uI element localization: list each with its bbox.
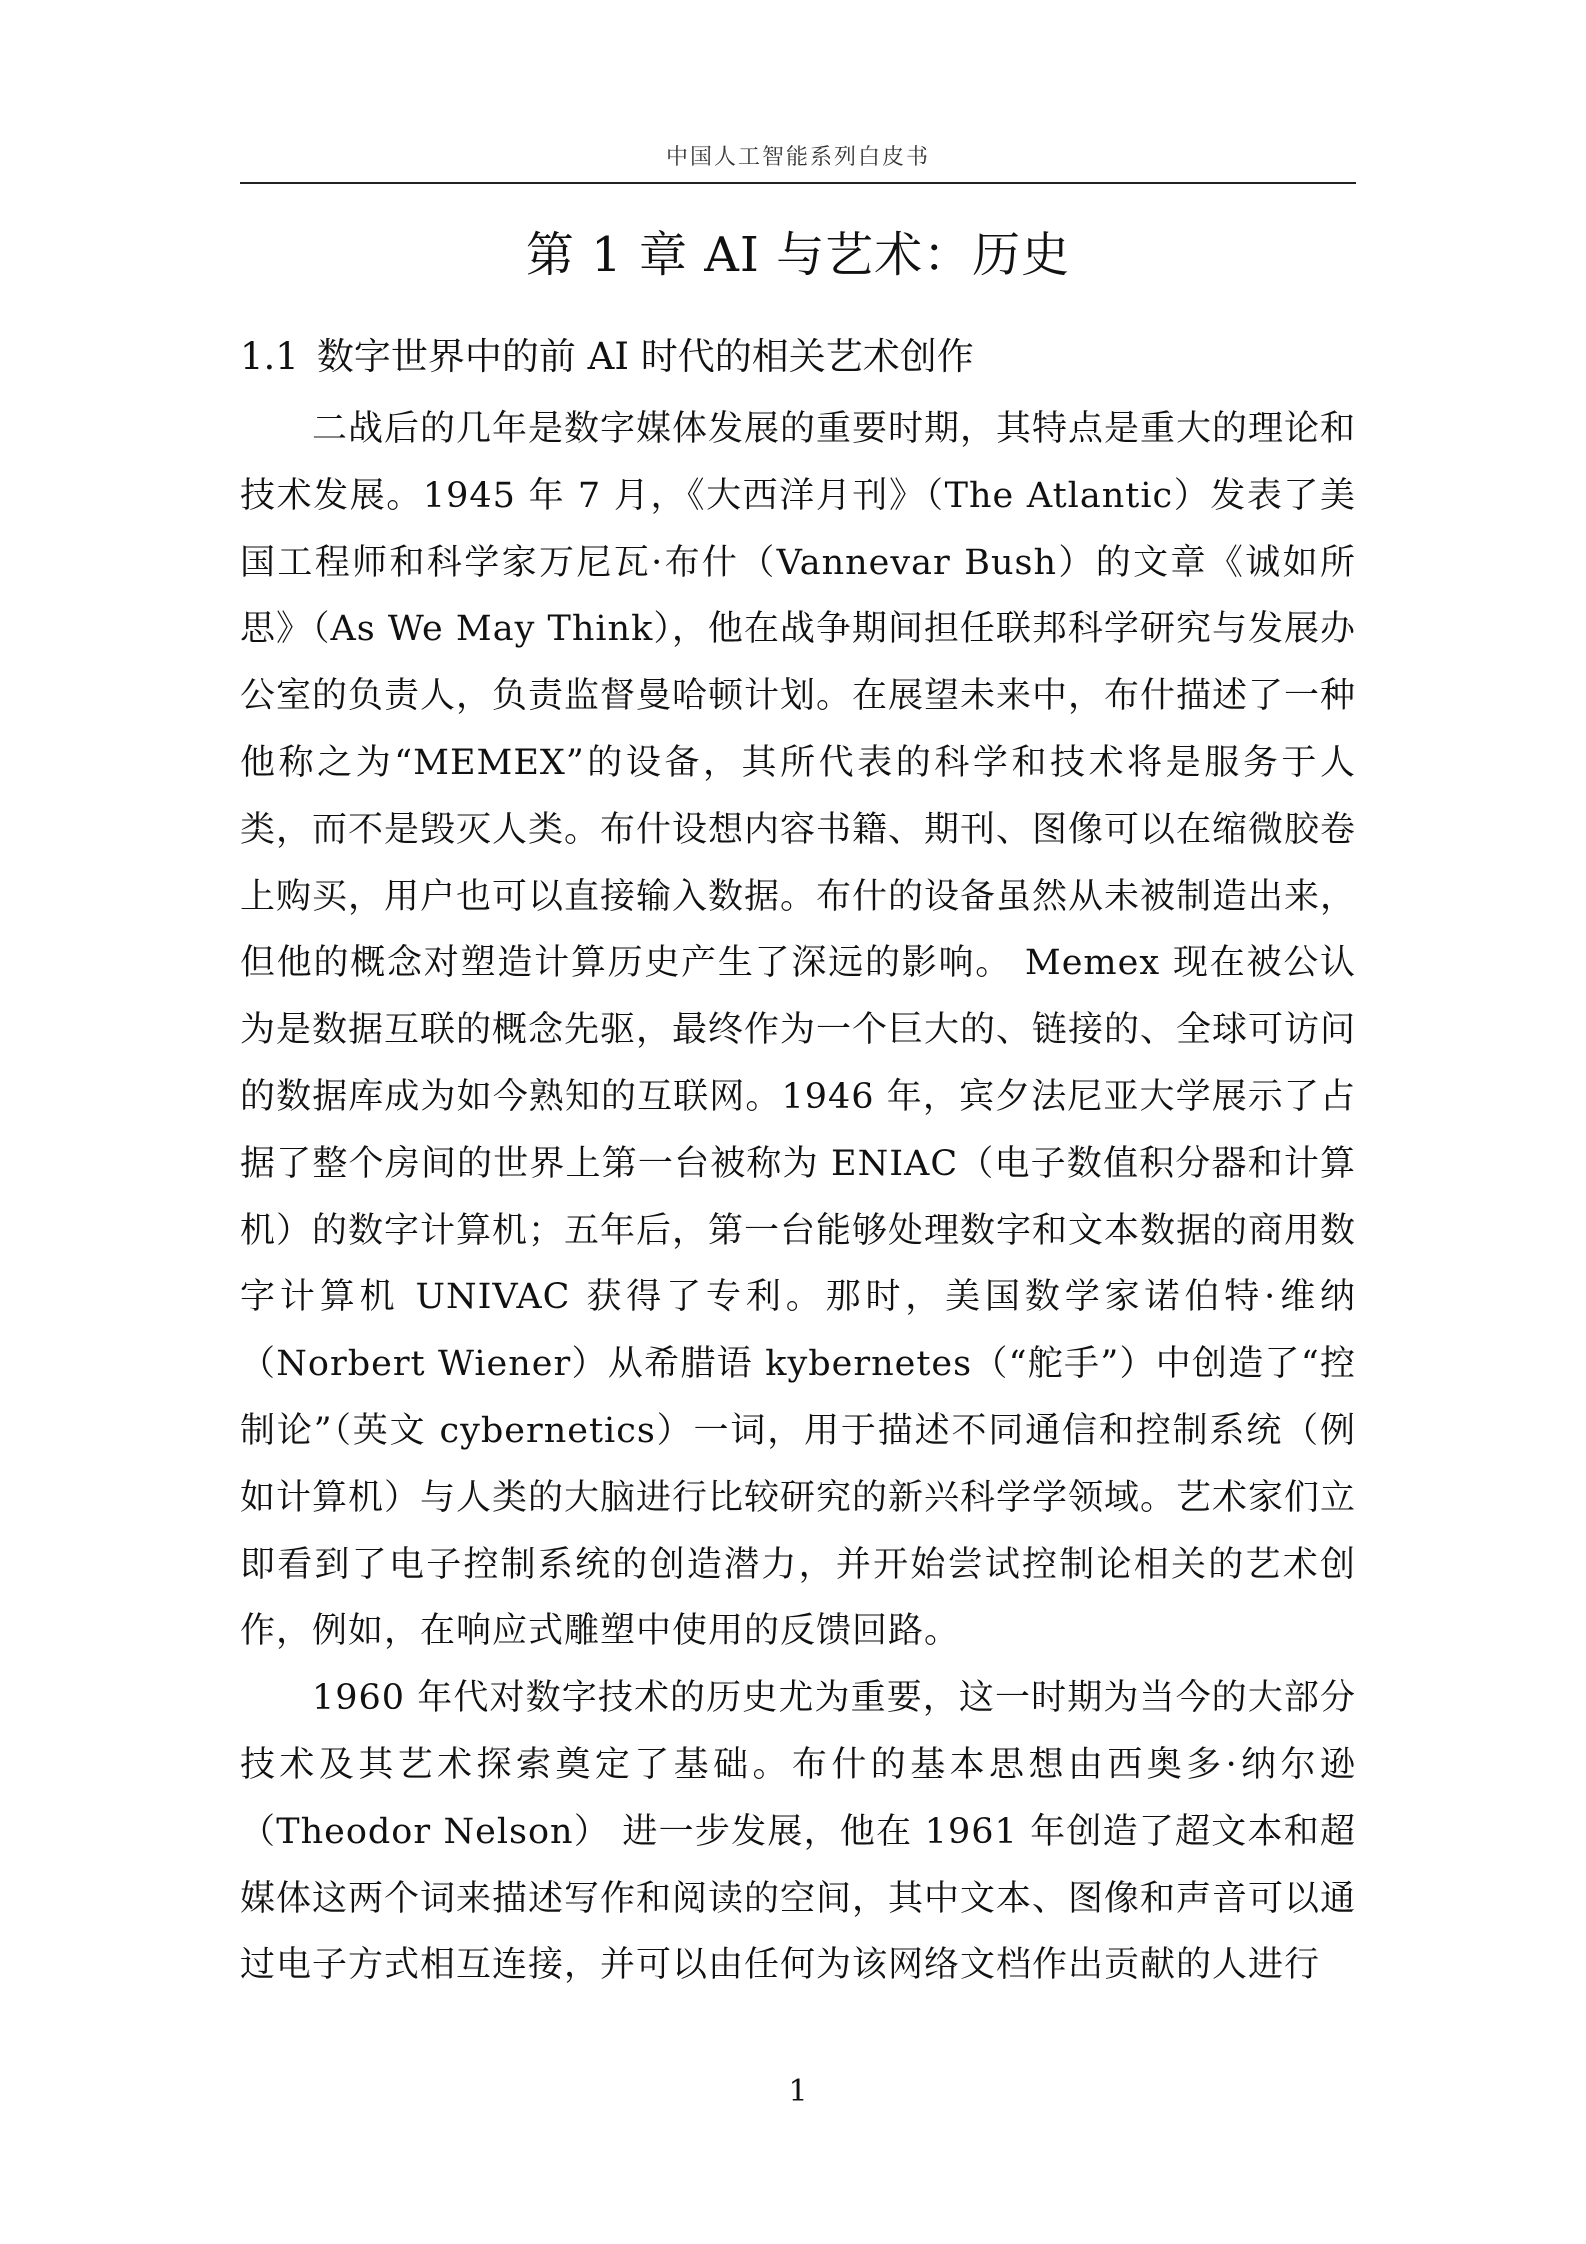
paragraph-2: 1960 年代对数字技术的历史尤为重要，这一时期为当今的大部分技术及其艺术探索奠定了基础。布什的基本思想由西奥多·纳尔逊（Theodor Nelson） 进一步发展，他在 1961 年创造了超文本和超媒体这两个词来描述写作和阅读的空间，其中文本、图像和声音可以通过电子方式相互连接，并可以由任何为该网络文档作出贡献的人进行 bbox=[240, 1678, 1357, 1986]
page-number: 1 bbox=[788, 2074, 808, 2109]
section-heading bbox=[240, 332, 1356, 382]
chapter-title: 第 1 章 AI 与艺术：历史 bbox=[525, 227, 1071, 283]
section-title: 数字世界中的前 AI 时代的相关艺术创作 bbox=[316, 335, 974, 378]
body-text bbox=[240, 396, 1356, 1999]
header-rule bbox=[240, 182, 1356, 184]
paragraph-1: 二战后的几年是数字媒体发展的重要时期，其特点是重大的理论和技术发展。1945 年 7 月，《大西洋月刊》（The Atlantic）发表了美国工程师和科学家万尼瓦·布什（Vannevar Bush）的文章《诚如所思》（As We May Think），他在战争期间担任联邦科学研究与发展办公室的负责人，负责监督曼哈顿计划。在展望未来中，布什描述了一种他称之为“MEMEX”的设备，其所代表的科学和技术将是服务于人类，而不是毁灭人类。布什设想内容书籍、期刊、图像可以在缩微胶卷上购买，用户也可以直接输入数据。布什的设备虽然从未被制造出来，但他的概念对塑造计算历史产生了深远的影响。 Memex 现在被公认为是数据互联的概念先驱，最终作为一个巨大的、链接的、全球可访问的数据库成为如今熟知的互联网。1946 年，宾夕法尼亚大学展示了占据了整个房间的世界上第一台被称为 ENIAC（电子数值积分器和计算机）的数字计算机；五年后，第一台能够处理数字和文本数据的商用数字计算机 UNIVAC 获得了专利。那时，美国数学家诺伯特·维纳（Norbert Wiener）从希腊语 kybernetes（“舵手”）中创造了“控制论”（英文 cybernetics）一词，用于描述不同通信和控制系统（例如计算机）与人类的大脑进行比较研究的新兴科学学领域。艺术家们立即看到了电子控制系统的创造潜力，并开始尝试控制论相关的艺术创作，例如，在响应式雕塑中使用的反馈回路。 bbox=[240, 409, 1357, 1652]
running-header: 中国人工智能系列白皮书 bbox=[665, 145, 930, 170]
section-number: 1.1 bbox=[240, 335, 299, 378]
